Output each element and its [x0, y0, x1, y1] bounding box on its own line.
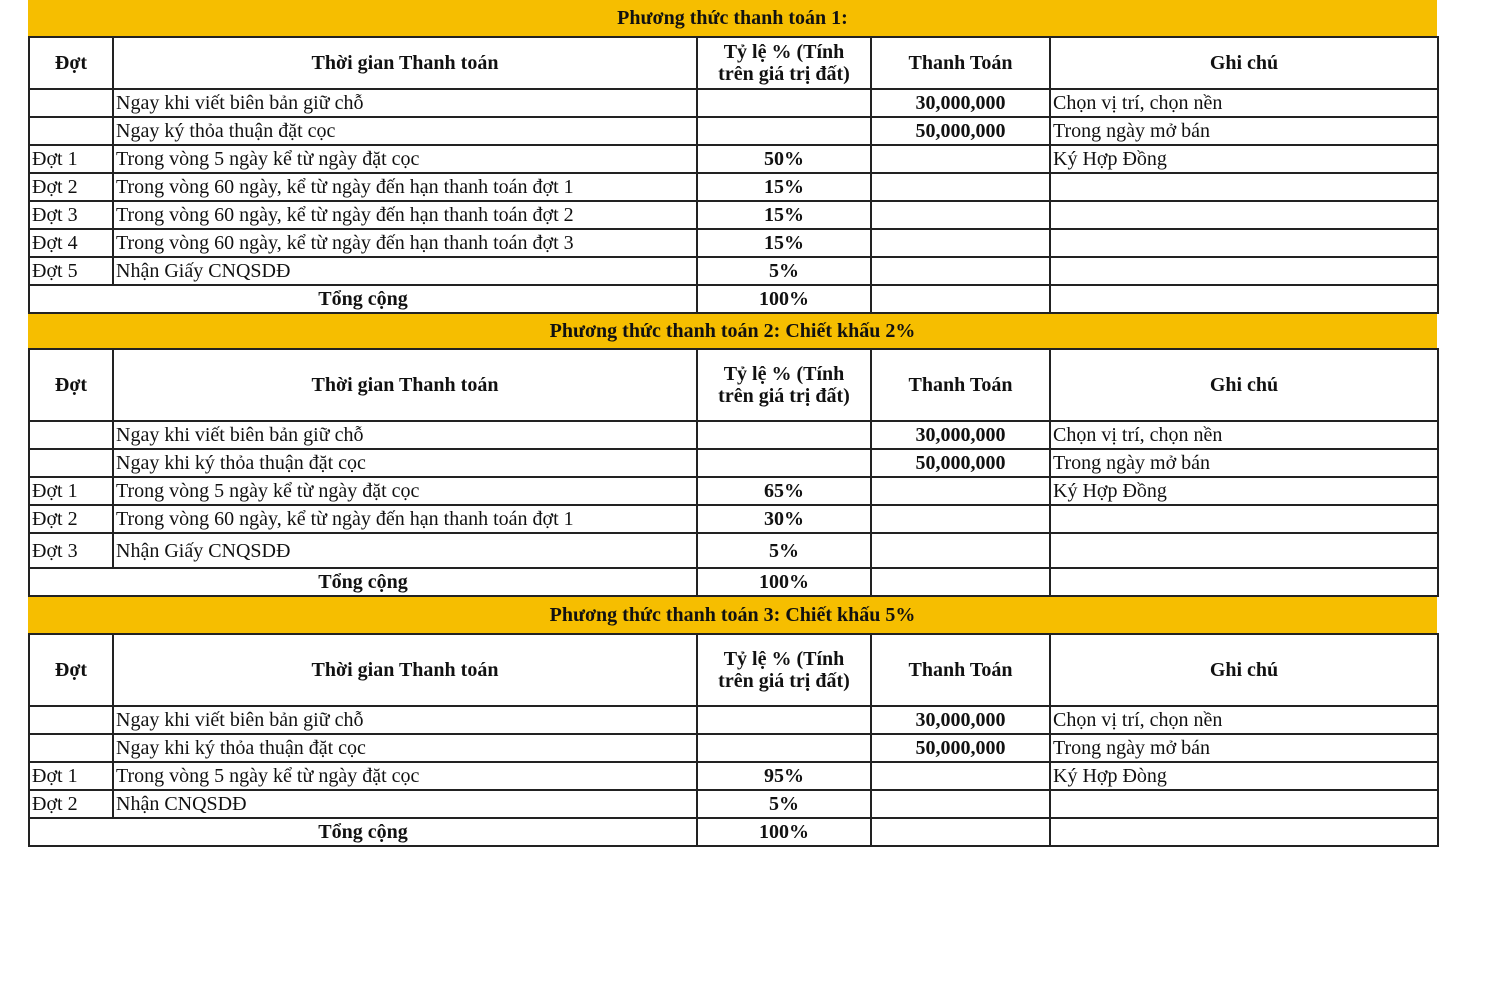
cell-rate: 15% [697, 201, 871, 229]
cell-note: Ký Hợp Đòng [1050, 762, 1438, 790]
table-row [29, 421, 1438, 449]
cell-note: Trong ngày mở bán [1050, 117, 1438, 145]
cell-time: Trong vòng 60 ngày, kể từ ngày đến hạn thanh toán đợt 1 [113, 173, 697, 201]
cell-dot: Đợt 2 [29, 173, 113, 201]
table-header-row [29, 349, 1438, 421]
cell-time: Trong vòng 5 ngày kể từ ngày đặt cọc [113, 145, 697, 173]
cell-dot [29, 706, 113, 734]
cell-rate: 15% [697, 229, 871, 257]
cell-dot [29, 117, 113, 145]
cell-pay [871, 477, 1050, 505]
cell-rate: 95% [697, 762, 871, 790]
cell-time: Ngay khi viết biên bản giữ chỗ [113, 89, 697, 117]
cell-time: Nhận Giấy CNQSDĐ [113, 533, 697, 568]
cell-pay: 50,000,000 [871, 734, 1050, 762]
cell-pay [871, 568, 1050, 596]
cell-dot: Đợt 1 [29, 762, 113, 790]
cell-note: Chọn vị trí, chọn nền [1050, 89, 1438, 117]
cell-time: Ngay khi ký thỏa thuận đặt cọc [113, 449, 697, 477]
cell-rate: 50% [697, 145, 871, 173]
cell-dot: Đợt 2 [29, 505, 113, 533]
cell-pay: 50,000,000 [871, 449, 1050, 477]
cell-dot: Đợt 5 [29, 257, 113, 285]
total-row [29, 568, 1438, 596]
cell-dot: Đợt 1 [29, 145, 113, 173]
cell-pay [871, 201, 1050, 229]
cell-time: Ngay ký thỏa thuận đặt cọc [113, 117, 697, 145]
header-note: Ghi chú [1050, 349, 1438, 421]
cell-rate [697, 421, 871, 449]
cell-dot: Đợt 4 [29, 229, 113, 257]
cell-pay [871, 818, 1050, 846]
cell-note [1050, 285, 1438, 313]
cell-time: Trong vòng 5 ngày kể từ ngày đặt cọc [113, 762, 697, 790]
cell-dot: Đợt 1 [29, 477, 113, 505]
cell-pay: 50,000,000 [871, 117, 1050, 145]
total-label: Tổng cộng [29, 818, 697, 846]
total-rate: 100% [697, 285, 871, 313]
header-note: Ghi chú [1050, 37, 1438, 89]
table-row [29, 533, 1438, 568]
cell-pay: 30,000,000 [871, 89, 1050, 117]
cell-rate: 65% [697, 477, 871, 505]
plan-3-title: Phương thức thanh toán 3: Chiết khấu 5% [28, 597, 1437, 633]
cell-pay [871, 173, 1050, 201]
total-rate: 100% [697, 818, 871, 846]
cell-time: Trong vòng 5 ngày kể từ ngày đặt cọc [113, 477, 697, 505]
cell-dot [29, 89, 113, 117]
cell-rate [697, 734, 871, 762]
cell-dot [29, 421, 113, 449]
plan-3-table [28, 633, 1439, 847]
cell-rate: 30% [697, 505, 871, 533]
plan-2-table [28, 348, 1439, 597]
table-header-row [29, 37, 1438, 89]
cell-note [1050, 257, 1438, 285]
cell-note [1050, 568, 1438, 596]
cell-rate: 15% [697, 173, 871, 201]
header-dot: Đợt [29, 634, 113, 706]
cell-note [1050, 173, 1438, 201]
total-rate: 100% [697, 568, 871, 596]
header-pay: Thanh Toán [871, 634, 1050, 706]
cell-pay [871, 257, 1050, 285]
cell-rate: 5% [697, 257, 871, 285]
cell-rate: 5% [697, 533, 871, 568]
cell-time: Trong vòng 60 ngày, kể từ ngày đến hạn thanh toán đợt 3 [113, 229, 697, 257]
header-rate: Tỷ lệ % (Tính trên giá trị đất) [697, 37, 871, 89]
header-dot: Đợt [29, 37, 113, 89]
plan-1-title: Phương thức thanh toán 1: [28, 0, 1437, 36]
cell-dot: Đợt 3 [29, 533, 113, 568]
cell-pay [871, 762, 1050, 790]
cell-note [1050, 533, 1438, 568]
table-row [29, 449, 1438, 477]
cell-time: Ngay khi viết biên bản giữ chỗ [113, 421, 697, 449]
table-row [29, 257, 1438, 285]
cell-pay [871, 229, 1050, 257]
table-row [29, 706, 1438, 734]
header-rate: Tỷ lệ % (Tính trên giá trị đất) [697, 634, 871, 706]
table-row [29, 145, 1438, 173]
cell-note: Chọn vị trí, chọn nền [1050, 421, 1438, 449]
total-row [29, 818, 1438, 846]
cell-rate [697, 449, 871, 477]
cell-pay [871, 145, 1050, 173]
total-label: Tổng cộng [29, 568, 697, 596]
table-row [29, 201, 1438, 229]
cell-note [1050, 229, 1438, 257]
total-label: Tổng cộng [29, 285, 697, 313]
table-row [29, 477, 1438, 505]
cell-dot [29, 449, 113, 477]
cell-note: Chọn vị trí, chọn nền [1050, 706, 1438, 734]
cell-rate [697, 117, 871, 145]
header-time: Thời gian Thanh toán [113, 634, 697, 706]
header-pay: Thanh Toán [871, 349, 1050, 421]
cell-note: Trong ngày mở bán [1050, 449, 1438, 477]
cell-dot: Đợt 3 [29, 201, 113, 229]
cell-pay [871, 285, 1050, 313]
table-row [29, 762, 1438, 790]
cell-pay: 30,000,000 [871, 706, 1050, 734]
header-note: Ghi chú [1050, 634, 1438, 706]
cell-pay [871, 790, 1050, 818]
cell-time: Trong vòng 60 ngày, kể từ ngày đến hạn thanh toán đợt 2 [113, 201, 697, 229]
table-row [29, 229, 1438, 257]
cell-pay [871, 505, 1050, 533]
table-row [29, 734, 1438, 762]
cell-rate [697, 706, 871, 734]
cell-note [1050, 201, 1438, 229]
cell-note: Ký Hợp Đồng [1050, 477, 1438, 505]
cell-time: Nhận CNQSDĐ [113, 790, 697, 818]
cell-rate: 5% [697, 790, 871, 818]
cell-pay [871, 533, 1050, 568]
cell-time: Trong vòng 60 ngày, kể từ ngày đến hạn thanh toán đợt 1 [113, 505, 697, 533]
cell-note [1050, 790, 1438, 818]
payment-schedule-sheet [28, 0, 1437, 847]
table-header-row [29, 634, 1438, 706]
plan-1-table [28, 36, 1439, 314]
table-row [29, 790, 1438, 818]
cell-time: Nhận Giấy CNQSDĐ [113, 257, 697, 285]
cell-note: Trong ngày mở bán [1050, 734, 1438, 762]
cell-pay: 30,000,000 [871, 421, 1050, 449]
table-row [29, 89, 1438, 117]
cell-note [1050, 505, 1438, 533]
cell-time: Ngay khi viết biên bản giữ chỗ [113, 706, 697, 734]
cell-time: Ngay khi ký thỏa thuận đặt cọc [113, 734, 697, 762]
header-rate: Tỷ lệ % (Tính trên giá trị đất) [697, 349, 871, 421]
cell-dot: Đợt 2 [29, 790, 113, 818]
header-time: Thời gian Thanh toán [113, 349, 697, 421]
cell-note: Ký Hợp Đồng [1050, 145, 1438, 173]
cell-rate [697, 89, 871, 117]
header-time: Thời gian Thanh toán [113, 37, 697, 89]
table-row [29, 173, 1438, 201]
header-pay: Thanh Toán [871, 37, 1050, 89]
header-dot: Đợt [29, 349, 113, 421]
cell-dot [29, 734, 113, 762]
cell-note [1050, 818, 1438, 846]
table-row [29, 505, 1438, 533]
total-row [29, 285, 1438, 313]
plan-2-title: Phương thức thanh toán 2: Chiết khấu 2% [28, 314, 1437, 348]
table-row [29, 117, 1438, 145]
